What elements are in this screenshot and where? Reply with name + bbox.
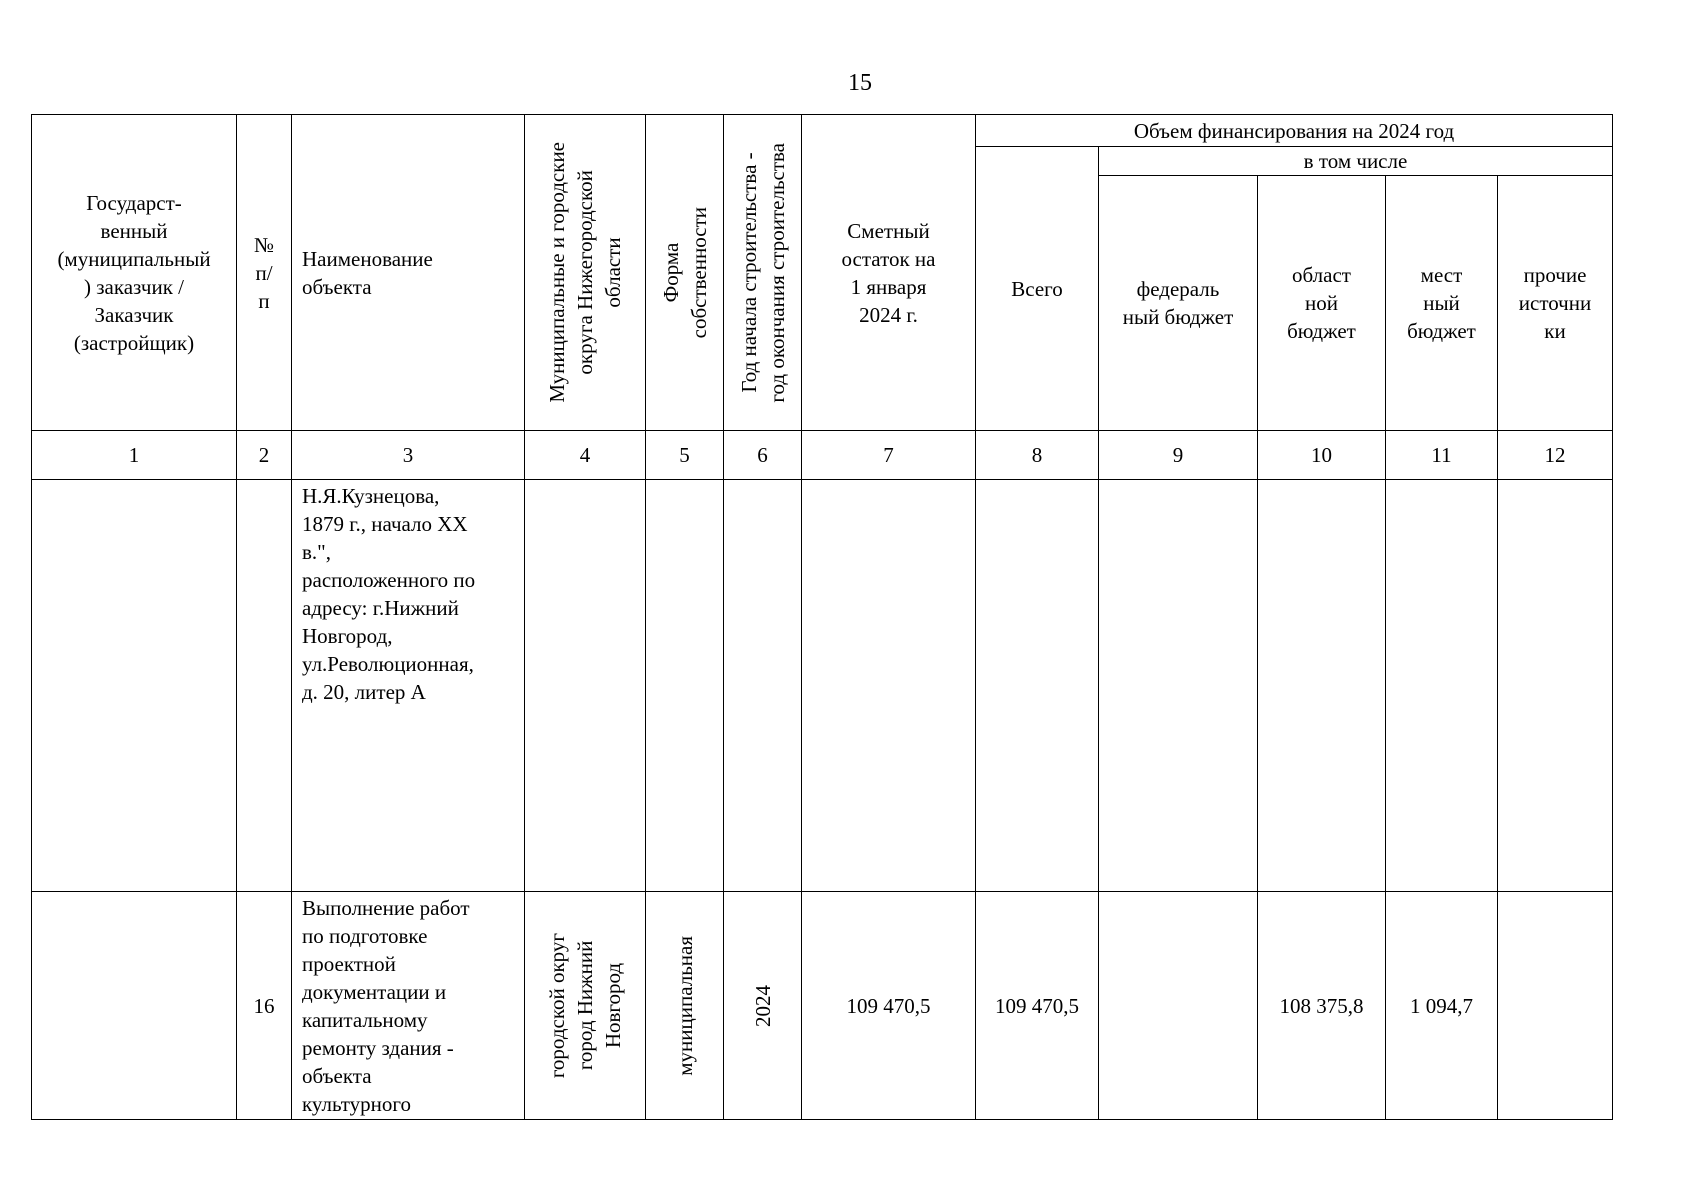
cell-federal xyxy=(1099,892,1258,1120)
column-number: 10 xyxy=(1258,431,1386,480)
cell-number xyxy=(237,480,292,892)
table-row xyxy=(32,480,1613,892)
cell-ownership xyxy=(646,892,724,1120)
column-number: 4 xyxy=(525,431,646,480)
column-number: 3 xyxy=(292,431,525,480)
cell-object-name: Выполнение работ по подготовке проектной документации и капитальному ремонту здания - объекта культурного xyxy=(292,892,525,1120)
header-years-text: Год начала строительства - год окончания строительства xyxy=(736,142,789,403)
cell-other xyxy=(1498,480,1613,892)
cell-regional xyxy=(1258,480,1386,892)
cell-number: 16 xyxy=(237,892,292,1120)
header-object-name: Наименование объекта xyxy=(292,115,525,431)
cell-estimate-remainder xyxy=(802,480,976,892)
cell-local: 1 094,7 xyxy=(1386,892,1498,1120)
column-number: 6 xyxy=(724,431,802,480)
header-years xyxy=(724,115,802,431)
cell-object-name: Н.Я.Кузнецова, 1879 г., начало XX в.", расположенного по адресу: г.Нижний Новгород, ул.Революционная, д. 20, литер А xyxy=(292,480,525,892)
column-number: 2 xyxy=(237,431,292,480)
header-other-sources: прочие источни ки xyxy=(1498,176,1613,431)
cell-regional: 108 375,8 xyxy=(1258,892,1386,1120)
cell-years xyxy=(724,480,802,892)
cell-district xyxy=(525,892,646,1120)
cell-total: 109 470,5 xyxy=(976,892,1099,1120)
column-number: 7 xyxy=(802,431,976,480)
cell-years xyxy=(724,892,802,1120)
column-number: 11 xyxy=(1386,431,1498,480)
table-row xyxy=(32,892,1613,1120)
column-number: 1 xyxy=(32,431,237,480)
cell-years-text: 2024 xyxy=(750,984,775,1027)
header-district-text: Муниципальные и городские округа Нижегородской области xyxy=(545,142,625,403)
header-including: в том числе xyxy=(1099,147,1613,176)
cell-district xyxy=(525,480,646,892)
header-estimate-remainder: Сметный остаток на 1 января 2024 г. xyxy=(802,115,976,431)
cell-ownership xyxy=(646,480,724,892)
header-row-number: № п/ п xyxy=(237,115,292,431)
cell-other xyxy=(1498,892,1613,1120)
cell-total xyxy=(976,480,1099,892)
header-ownership xyxy=(646,115,724,431)
column-number: 5 xyxy=(646,431,724,480)
financing-table xyxy=(31,114,1613,1120)
header-local-budget: мест ный бюджет xyxy=(1386,176,1498,431)
cell-customer xyxy=(32,892,237,1120)
header-financing-group: Объем финансирования на 2024 год xyxy=(976,115,1613,147)
cell-local xyxy=(1386,480,1498,892)
header-regional-budget: област ной бюджет xyxy=(1258,176,1386,431)
column-number: 12 xyxy=(1498,431,1613,480)
header-district xyxy=(525,115,646,431)
header-federal-budget: федераль ный бюджет xyxy=(1099,176,1258,431)
cell-estimate-remainder: 109 470,5 xyxy=(802,892,976,1120)
header-ownership-text: Форма собственности xyxy=(658,206,711,339)
column-number: 8 xyxy=(976,431,1099,480)
column-number: 9 xyxy=(1099,431,1258,480)
header-customer: Государст- венный (муниципальный ) заказчик / Заказчик (застройщик) xyxy=(32,115,237,431)
cell-ownership-text: муниципальная xyxy=(672,935,697,1076)
header-total: Всего xyxy=(976,147,1099,431)
cell-customer xyxy=(32,480,237,892)
page-number: 15 xyxy=(848,70,872,96)
cell-district-text: городской округ город Нижний Новгород xyxy=(545,932,625,1079)
cell-federal xyxy=(1099,480,1258,892)
